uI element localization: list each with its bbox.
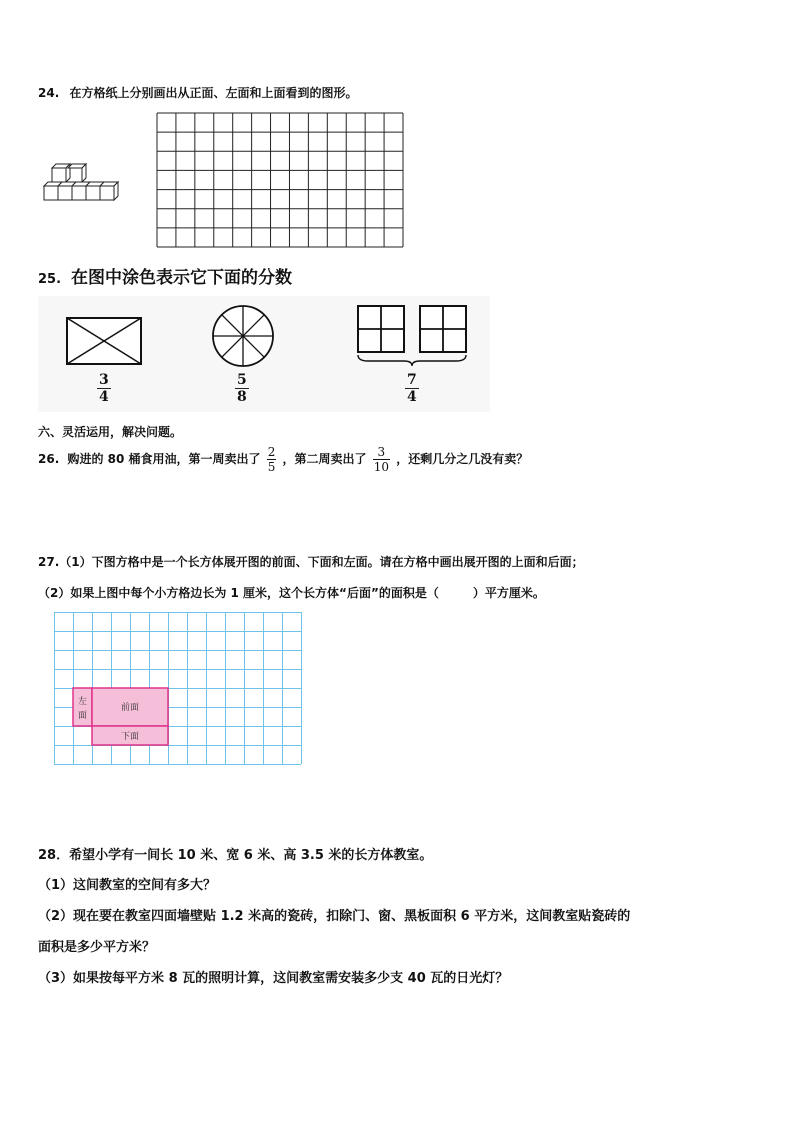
- question-number: 25.: [38, 272, 62, 287]
- question-text: 在图中涂色表示它下面的分数: [70, 268, 292, 288]
- front-face: [92, 688, 168, 726]
- fraction: $\frac{3}{10}$: [373, 445, 390, 474]
- question-text-part: ，还剩几分之几没有卖？: [396, 452, 529, 466]
- drawing-grid[interactable]: [156, 112, 404, 248]
- question-text-part: （2）如果上图中每个小方格边长为 1 厘米，这个长方体“后面”的面积是（: [38, 586, 439, 600]
- squares-shape[interactable]: [354, 304, 470, 368]
- question-28-part-1: （1）这间教室的空间有多大？: [38, 878, 217, 893]
- question-24: [38, 84, 357, 101]
- question-text: 在方格纸上分别画出从正面、左面和上面看到的图形。: [69, 86, 358, 100]
- fraction: $\frac{2}{5}$: [267, 445, 276, 474]
- question-28-part-2: （2）现在要在教室四面墙壁贴 1.2 米高的瓷砖，扣除门、窗、黑板面积 6 平方米，这间教室贴瓷砖的: [38, 909, 631, 924]
- section-heading: 六、灵活运用，解决问题。: [38, 425, 183, 439]
- question-text-part: ，第二周卖出了: [282, 452, 367, 466]
- question-28-part-3: （3）如果按每平方米 8 瓦的照明计算，这间教室需安装多少支 40 瓦的日光灯？: [38, 971, 509, 986]
- question-number: 26.: [38, 452, 60, 466]
- left-face-label: 面: [77, 711, 88, 721]
- left-face-label: 左: [77, 697, 88, 707]
- question-28-part-2-cont: 面积是多少平方米？: [38, 940, 156, 955]
- question-number: 24.: [38, 86, 60, 100]
- question-28: 28．希望小学有一间长 10 米、宽 6 米、高 3.5 米的长方体教室。: [38, 848, 433, 863]
- question-text-part: 购进的 80 桶食用油，第一周卖出了: [67, 452, 261, 466]
- question-text-part: ）平方厘米。: [472, 586, 545, 600]
- question-27-part-2: [38, 584, 545, 601]
- left-face: [73, 688, 92, 726]
- question-27-part-1: 27.（1）下图方格中是一个长方体展开图的前面、下面和左面。请在方格中画出展开图的上面和后面；: [38, 555, 584, 569]
- question-25: [38, 263, 292, 288]
- fraction-label: $\frac{3}{4}$: [99, 372, 109, 405]
- rectangle-shape[interactable]: [64, 315, 144, 367]
- net-grid[interactable]: [54, 612, 302, 766]
- fraction-label: $\frac{7}{4}$: [407, 372, 417, 405]
- bottom-face-label: 下面: [120, 732, 140, 742]
- circle-shape[interactable]: [210, 303, 276, 369]
- front-face-label: 前面: [120, 703, 140, 713]
- bottom-face: [92, 726, 168, 745]
- fraction-label: $\frac{5}{8}$: [237, 372, 247, 405]
- cube-figure: [40, 160, 120, 204]
- question-26: [38, 440, 528, 478]
